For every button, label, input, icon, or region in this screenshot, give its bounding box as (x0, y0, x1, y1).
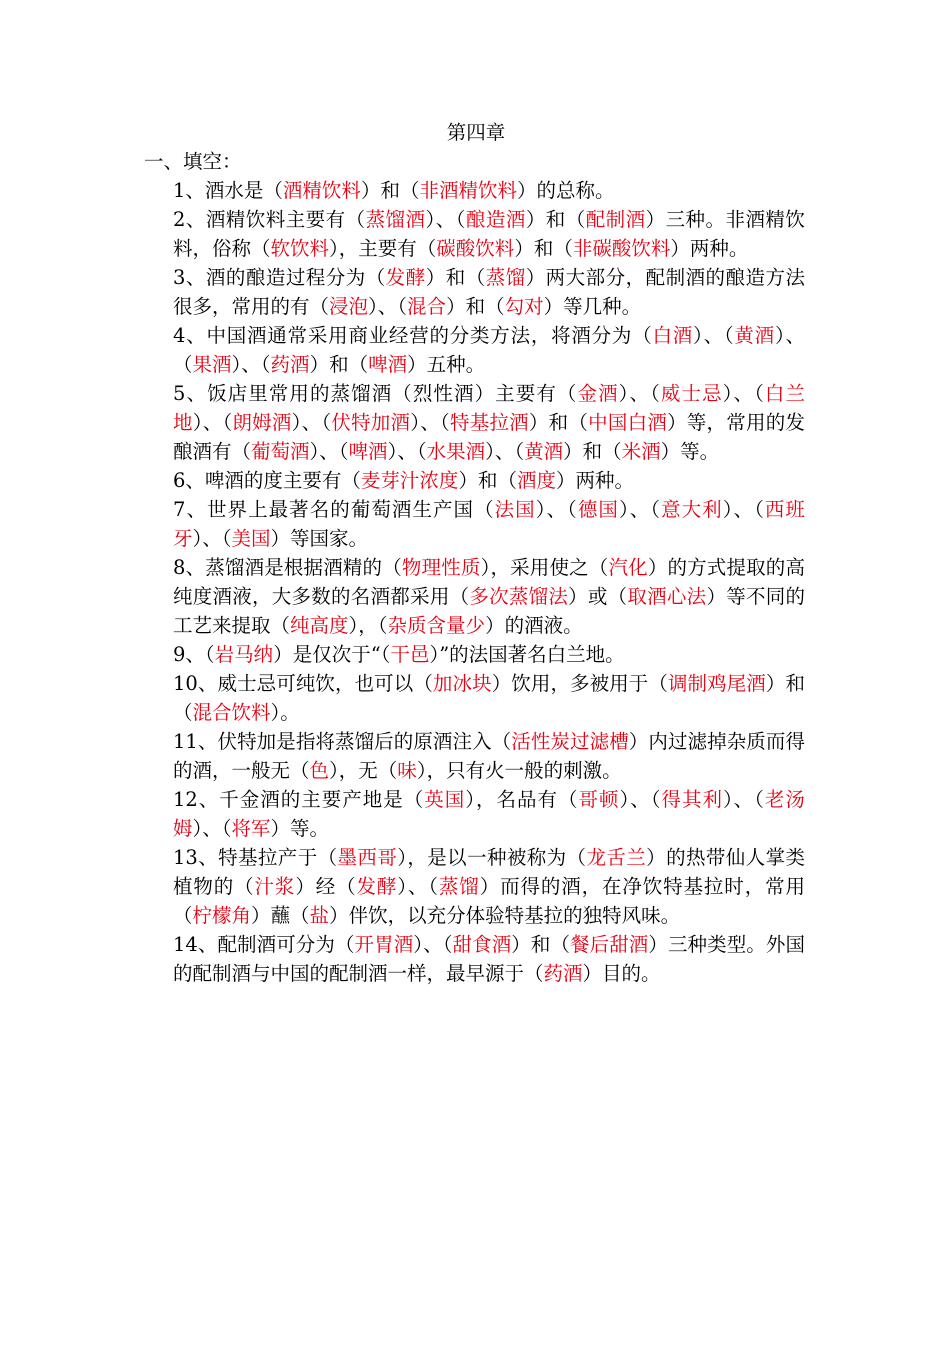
question-text: ）两大部分，配制酒的酿造方法很多，常用的有（ (173, 266, 805, 318)
answer-text: 发酵 (356, 875, 398, 898)
question-text: ）等国家。 (270, 527, 369, 550)
answer-text: 米酒 (621, 440, 661, 463)
answer-text: 葡萄酒 (251, 440, 310, 463)
answer-text: 味 (397, 759, 417, 782)
answer-text: 水果酒 (426, 440, 486, 463)
question-text: ）、（ (618, 382, 661, 405)
answer-text: 英国 (424, 788, 466, 811)
answer-text: 加冰块 (432, 672, 492, 695)
answer-text: 黄酒 (524, 440, 564, 463)
answer-text: 甜食酒 (452, 933, 512, 956)
answer-text: 白兰地 (173, 382, 805, 434)
answer-text: 啤酒 (368, 353, 408, 376)
question-text: ）、（ (192, 411, 233, 434)
question-text: ）、（ (192, 817, 232, 840)
question-text: ）、（ (173, 324, 805, 376)
question-text: ）和（ (563, 440, 622, 463)
answer-text: 盐 (309, 904, 330, 927)
question-text: 6、啤酒的度主要有（ (173, 469, 361, 492)
question-text: 10、威士忌可纯饮，也可以（ (173, 672, 433, 695)
chapter-title: 第四章 (446, 121, 506, 144)
question-text: ）三种。非酒精饮料，俗称（ (173, 208, 805, 260)
question-text: ）、（ (619, 788, 662, 811)
answer-text: 西班牙 (173, 498, 805, 550)
question-item (173, 379, 805, 466)
question-text: ）”的法国著名白兰地。 (429, 643, 625, 666)
question-text: ）等。 (660, 440, 720, 463)
question-text: ）两种。 (670, 237, 749, 260)
answer-text: 德国 (577, 498, 619, 521)
answer-text: 墨西哥 (337, 846, 398, 869)
question-text: ），无（ (329, 759, 398, 782)
answer-text: 伏特加酒 (331, 411, 411, 434)
question-item (173, 205, 805, 263)
question-text: ）、（ (413, 933, 453, 956)
answer-text: 非酒精饮料 (419, 179, 517, 202)
question-text: 8、蒸馏酒是根据酒精的（ (173, 556, 402, 579)
question-text: ）等不同的工艺来提取（ (173, 585, 805, 637)
question-text: ）和（ (458, 469, 517, 492)
question-text: ），主要有（ (329, 237, 437, 260)
question-text: ）伴饮，以充分体验特基拉的独特风味。 (329, 904, 681, 927)
question-text: ）五种。 (407, 353, 486, 376)
question-item (173, 727, 805, 785)
question-text: ）、（ (387, 440, 427, 463)
question-item (173, 930, 805, 988)
answer-text: 老汤姆 (173, 788, 805, 840)
question-text: ）、（ (425, 208, 466, 231)
answer-text: 色 (309, 759, 330, 782)
question-item (173, 263, 805, 321)
question-text: ）和（ (360, 179, 420, 202)
question-text: ）的酒液。 (485, 614, 583, 637)
question-item (173, 553, 805, 640)
question-text: ）和（ (528, 411, 589, 434)
answer-text: 威士忌 (660, 382, 723, 405)
question-text: 12、千金酒的主要产地是（ (173, 788, 425, 811)
answer-text: 朗姆酒 (232, 411, 292, 434)
question-text: ）。 (270, 701, 300, 724)
question-text: ）、（ (368, 295, 408, 318)
question-text: ）饮用，多被用于（ (491, 672, 668, 695)
answer-text: 勾对 (504, 295, 544, 318)
question-text: 14、配制酒可分为（ (173, 933, 355, 956)
question-text: ）和（ (173, 672, 805, 724)
question-text: ）的热带仙人掌类植物的（ (173, 846, 805, 898)
answer-text: 干邑 (390, 643, 430, 666)
question-text: ）目的。 (582, 962, 661, 985)
answer-text: 配制酒 (585, 208, 646, 231)
question-text: ），（ (348, 614, 388, 637)
question-text: ）、（ (693, 324, 735, 347)
question-item (173, 843, 805, 930)
question-text: 4、中国酒通常采用商业经营的分类方法，将酒分为（ (173, 324, 653, 347)
question-text: ）而得的酒，在净饮特基拉时，常用（ (173, 875, 805, 927)
answer-text: 白酒 (652, 324, 694, 347)
question-item (173, 785, 805, 843)
answer-text: 混合饮料 (192, 701, 271, 724)
answer-text: 活性炭过滤槽 (511, 730, 629, 753)
question-text: ）和（ (309, 353, 369, 376)
answer-text: 麦芽汁浓度 (360, 469, 459, 492)
answer-text: 黄酒 (734, 324, 775, 347)
question-text: ）蘸（ (251, 904, 310, 927)
answer-text: 中国白酒 (588, 411, 668, 434)
answer-text: 杂质含量少 (387, 614, 486, 637)
question-text: ）三种类型。外国的配制酒与中国的配制酒一样，最早源于（ (173, 933, 805, 985)
answer-text: 意大利 (661, 498, 723, 521)
question-item (173, 669, 805, 727)
answer-text: 酿造酒 (465, 208, 526, 231)
question-text: ）、（ (722, 382, 765, 405)
answer-text: 酒精饮料 (282, 179, 361, 202)
question-text: ）、（ (410, 411, 450, 434)
answer-text: 柠檬角 (192, 904, 252, 927)
question-text: ）或（ (568, 585, 628, 608)
answer-text: 特基拉酒 (449, 411, 529, 434)
question-text: 13、特基拉产于（ (173, 846, 338, 869)
answer-text: 取酒心法 (627, 585, 707, 608)
question-text: ）和（ (446, 295, 505, 318)
answer-text: 物理性质 (401, 556, 481, 579)
answer-text: 餐后甜酒 (570, 933, 649, 956)
question-text: ）的方式提取的高纯度酒液，大多数的名酒都采用（ (173, 556, 805, 608)
question-text: ）经（ (295, 875, 357, 898)
question-text: ）和（ (514, 237, 573, 260)
question-text: 2、酒精饮料主要有（ (173, 208, 366, 231)
question-text: ）是仅次于“（ (273, 643, 391, 666)
answer-text: 软饮料 (270, 237, 330, 260)
answer-text: 法国 (494, 498, 536, 521)
answer-text: 浸泡 (329, 295, 369, 318)
question-text: ）、（ (618, 498, 662, 521)
question-text: ）、（ (722, 498, 765, 521)
answer-text: 龙舌兰 (586, 846, 647, 869)
answer-text: 汽化 (608, 556, 648, 579)
question-text: ），是以一种被称为（ (397, 846, 587, 869)
answer-text: 蒸馏 (438, 875, 480, 898)
question-text: ）和（ (511, 933, 571, 956)
answer-text: 开胃酒 (354, 933, 414, 956)
answer-text: 碳酸饮料 (436, 237, 515, 260)
question-text: ）、（ (231, 353, 271, 376)
question-text: ）、（ (397, 875, 439, 898)
answer-text: 岩马纳 (214, 643, 274, 666)
question-item (173, 466, 805, 495)
answer-text: 调制鸡尾酒 (667, 672, 766, 695)
question-text: ），名品有（ (465, 788, 579, 811)
question-text: 9、（ (173, 643, 215, 666)
question-text: 3、酒的酿造过程分为（ (173, 266, 386, 289)
answer-text: 纯高度 (290, 614, 349, 637)
answer-text: 药酒 (543, 962, 583, 985)
answer-text: 美国 (231, 527, 271, 550)
question-item (173, 321, 805, 379)
answer-text: 多次蒸馏法 (469, 585, 569, 608)
question-text: ），采用使之（ (480, 556, 609, 579)
answer-text: 金酒 (577, 382, 619, 405)
answer-text: 发酵 (385, 266, 426, 289)
question-text: ）、（ (309, 440, 349, 463)
answer-text: 药酒 (270, 353, 310, 376)
question-text: ）两种。 (555, 469, 634, 492)
question-text: ）等。 (270, 817, 330, 840)
answer-text: 蒸馏酒 (365, 208, 426, 231)
answer-text: 果酒 (192, 353, 232, 376)
question-text: ）和（ (425, 266, 486, 289)
question-list (173, 176, 805, 988)
answer-text: 将军 (231, 817, 271, 840)
answer-text: 混合 (407, 295, 447, 318)
question-item (173, 495, 805, 553)
answer-text: 非碳酸饮料 (572, 237, 671, 260)
question-text: ）、（ (722, 788, 765, 811)
question-text: ）、（ (535, 498, 578, 521)
answer-text: 汁浆 (254, 875, 296, 898)
section-heading: 一、填空： (144, 150, 242, 173)
answer-text: 蒸馏 (485, 266, 526, 289)
answer-text: 哥顿 (578, 788, 620, 811)
question-text: 11、伏特加是指将蒸馏后的原酒注入（ (173, 730, 512, 753)
question-text: ）等，常用的发酿酒有（ (173, 411, 805, 463)
question-item (173, 176, 805, 205)
question-text: ）内过滤掉杂质而得的酒，一般无（ (173, 730, 805, 782)
question-text: 7、世界上最著名的葡萄酒生产国（ (173, 498, 495, 521)
question-text: ）、（ (192, 527, 232, 550)
question-item (173, 640, 805, 669)
question-text: ）和（ (525, 208, 586, 231)
answer-text: 酒度 (516, 469, 556, 492)
answer-text: 得其利 (661, 788, 723, 811)
question-text: 5、饭店里常用的蒸馏酒（烈性酒）主要有（ (173, 382, 578, 405)
question-text: ）、（ (291, 411, 332, 434)
answer-text: 啤酒 (348, 440, 388, 463)
question-text: ）的总称。 (516, 179, 615, 202)
question-text: ）等几种。 (543, 295, 642, 318)
question-text: ）、（ (485, 440, 525, 463)
question-text: ），只有火一般的刺激。 (416, 759, 622, 782)
question-text: 1、酒水是（ (173, 179, 283, 202)
